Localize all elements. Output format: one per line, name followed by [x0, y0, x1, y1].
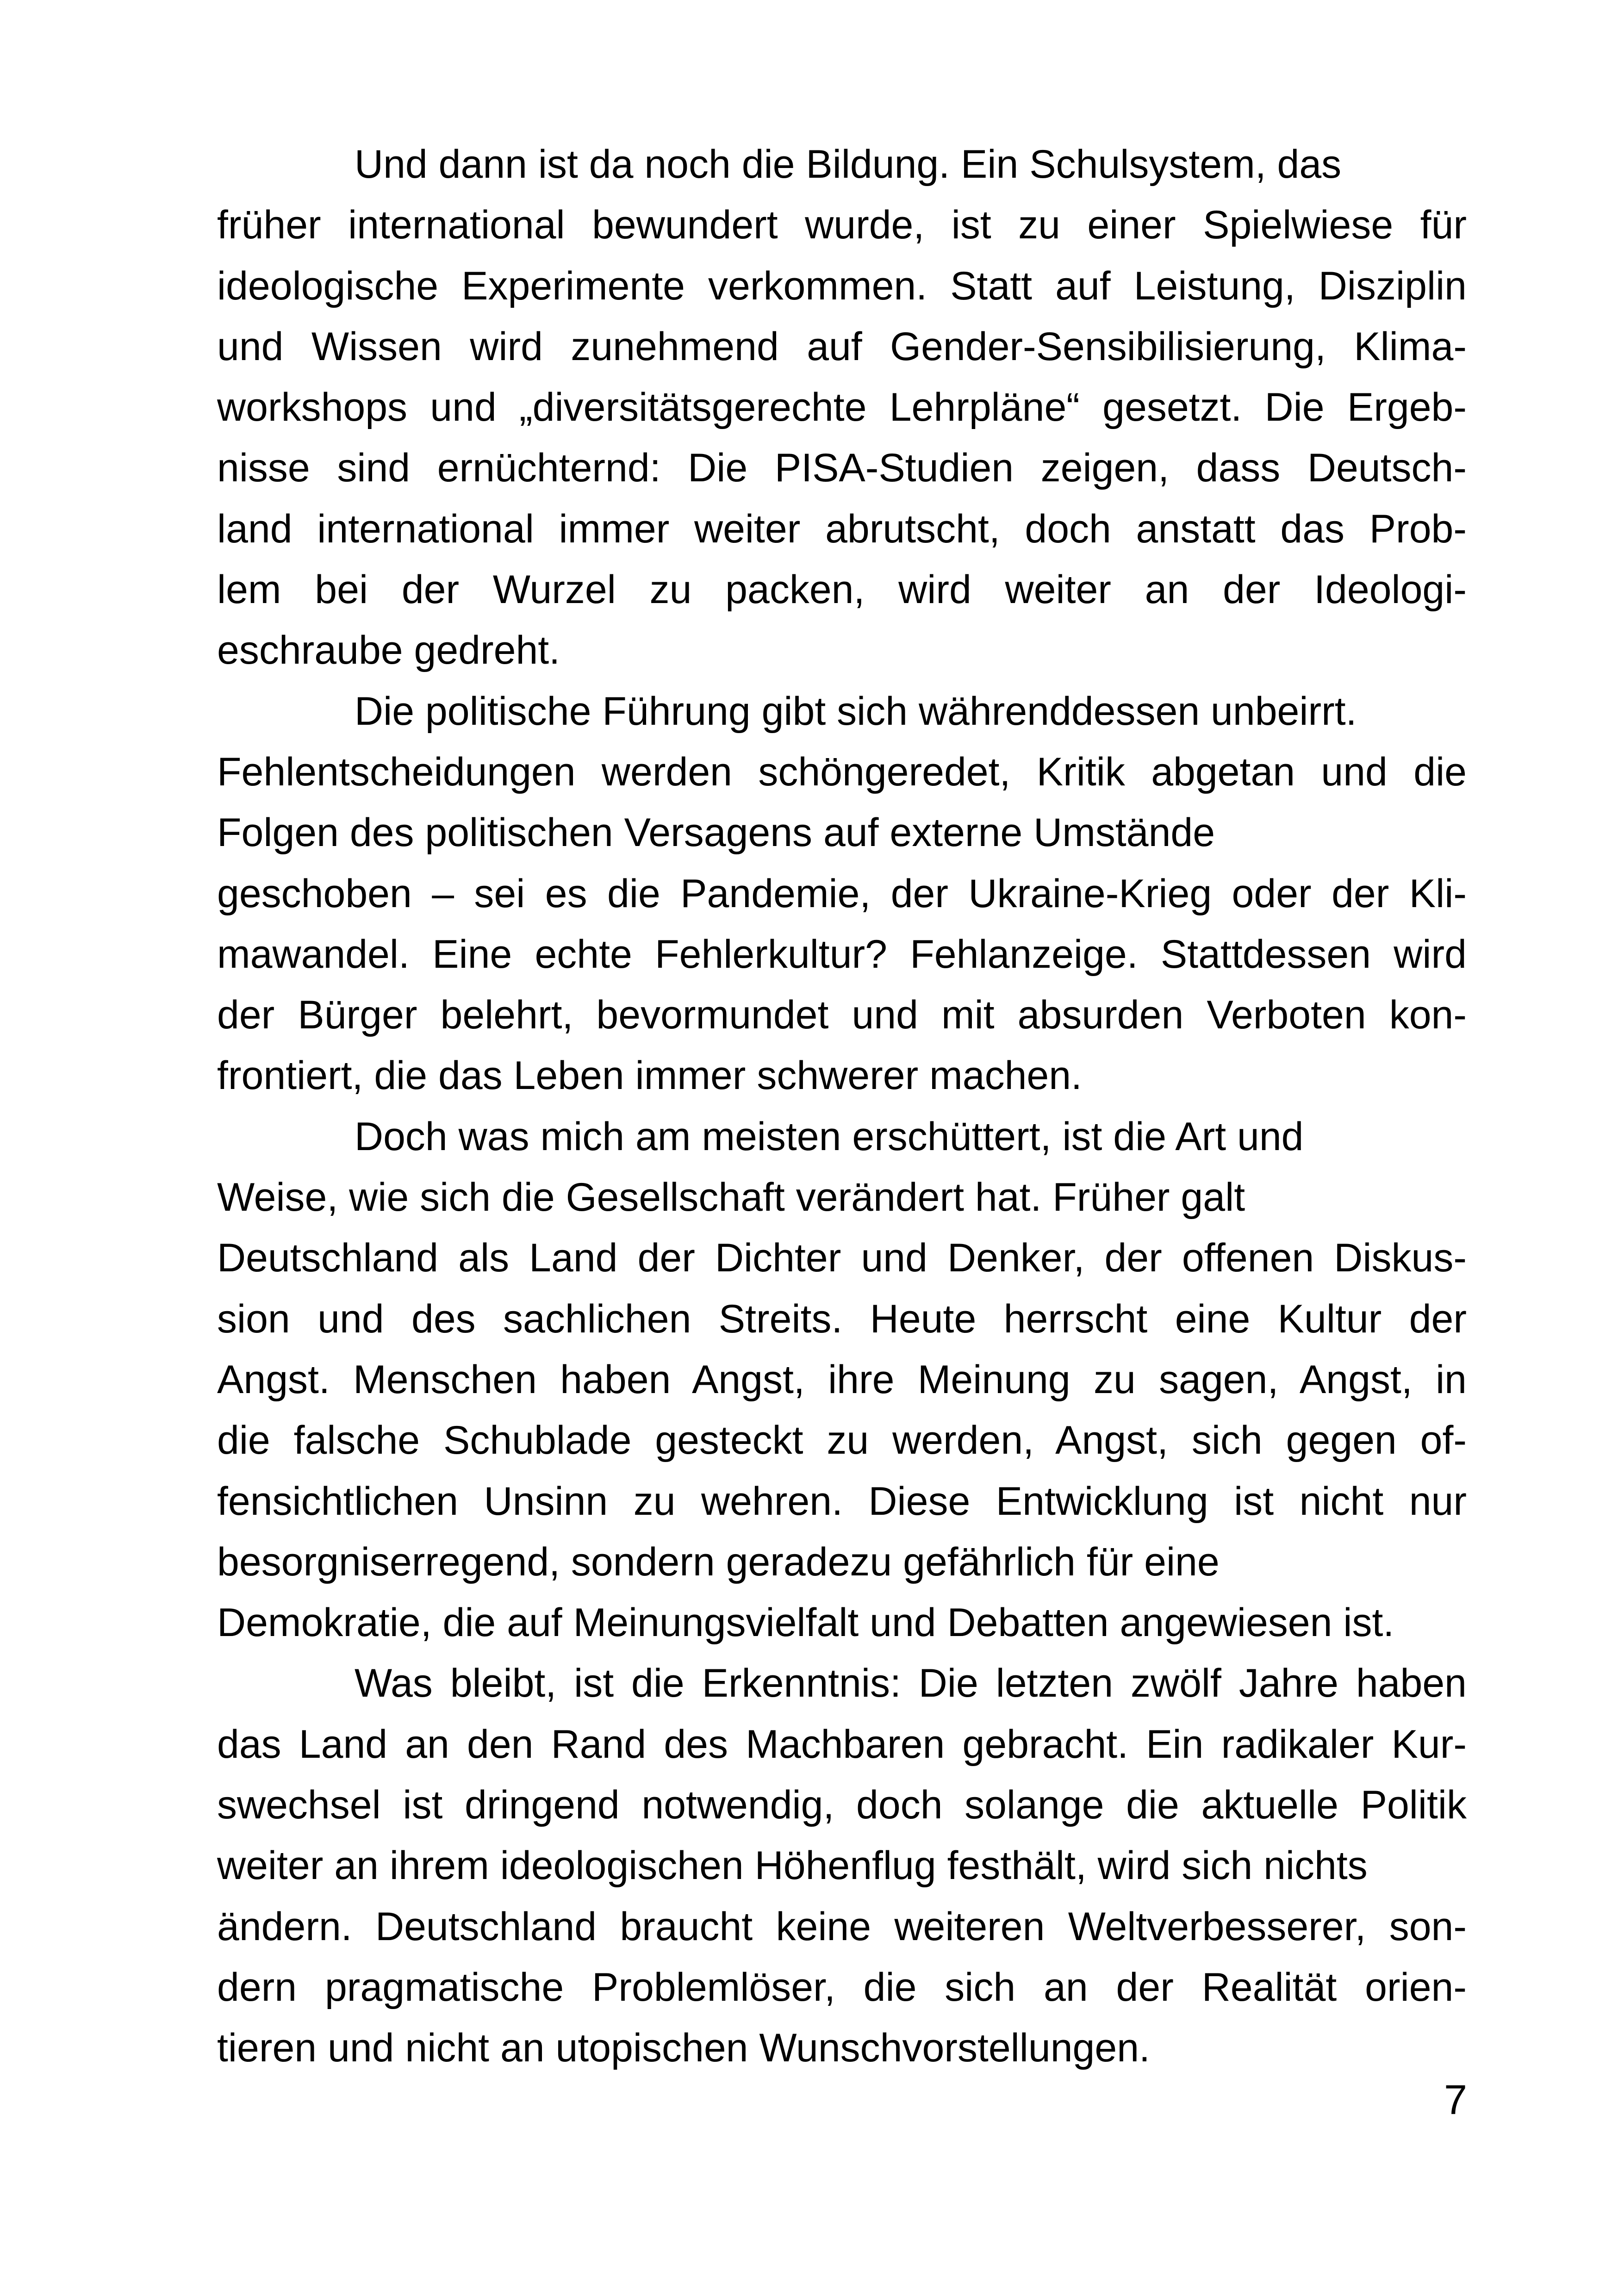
text-line: geschoben – sei es die Pandemie, der Ukraine-Krieg oder der Kli-: [217, 871, 1467, 916]
text-line: nisse sind ernüchternd: Die PISA-Studien zeigen, dass Deutsch-: [217, 446, 1467, 491]
text-line: swechsel ist dringend notwendig, doch solange die aktuelle Politik: [217, 1783, 1467, 1828]
body-text: [217, 134, 1467, 2079]
text-line: land international immer weiter abrutscht, doch anstatt das Prob-: [217, 506, 1467, 551]
text-line: der Bürger belehrt, bevormundet und mit absurden Verboten kon-: [217, 993, 1467, 1038]
text-line: Folgen des politischen Versagens auf externe Umstände: [217, 810, 1215, 855]
text-line: Deutschland als Land der Dichter und Denker, der offenen Diskus-: [217, 1236, 1467, 1281]
text-line: frontiert, die das Leben immer schwerer machen.: [217, 1053, 1082, 1098]
text-line: besorgniserregend, sondern geradezu gefährlich für eine: [217, 1539, 1220, 1584]
paragraph-political-leadership: [217, 681, 1467, 1107]
paragraph-society: [217, 1107, 1467, 1654]
text-line: fensichtlichen Unsinn zu wehren. Diese Entwicklung ist nicht nur: [217, 1479, 1467, 1524]
text-line: Fehlentscheidungen werden schöngeredet, Kritik abgetan und die: [217, 749, 1467, 794]
text-line: Die politische Führung gibt sich währenddessen unbeirrt.: [355, 689, 1357, 734]
text-line: ändern. Deutschland braucht keine weiteren Weltverbesserer, son-: [217, 1904, 1467, 1949]
text-line: Weise, wie sich die Gesellschaft verändert hat. Früher galt: [217, 1175, 1245, 1220]
text-line: Demokratie, die auf Meinungsvielfalt und Debatten angewiesen ist.: [217, 1600, 1394, 1645]
page-number: 7: [1444, 2077, 1467, 2123]
text-line: das Land an den Rand des Machbaren gebracht. Ein radikaler Kur-: [217, 1722, 1467, 1767]
text-line: Was bleibt, ist die Erkenntnis: Die letzten zwölf Jahre haben: [355, 1661, 1467, 1706]
text-line: Doch was mich am meisten erschüttert, ist die Art und: [355, 1114, 1304, 1159]
text-line: Angst. Menschen haben Angst, ihre Meinung zu sagen, Angst, in: [217, 1357, 1467, 1402]
text-line: früher international bewundert wurde, ist zu einer Spielwiese für: [217, 203, 1467, 248]
text-line: ideologische Experimente verkommen. Statt auf Leistung, Disziplin: [217, 263, 1467, 308]
text-line: eschraube gedreht.: [217, 628, 560, 673]
text-line: sion und des sachlichen Streits. Heute herrscht eine Kultur der: [217, 1296, 1467, 1341]
paragraph-conclusion: [217, 1653, 1467, 2078]
text-line: weiter an ihrem ideologischen Höhenflug festhält, wird sich nichts: [217, 1843, 1368, 1888]
paragraph-education: [217, 134, 1467, 681]
text-line: Und dann ist da noch die Bildung. Ein Schulsystem, das: [355, 142, 1342, 187]
text-line: die falsche Schublade gesteckt zu werden, Angst, sich gegen of-: [217, 1418, 1467, 1463]
text-line: mawandel. Eine echte Fehlerkultur? Fehlanzeige. Stattdessen wird: [217, 932, 1467, 977]
text-line: und Wissen wird zunehmend auf Gender-Sensibilisierung, Klima-: [217, 324, 1467, 369]
text-line: dern pragmatische Problemlöser, die sich an der Realität orien-: [217, 1965, 1467, 2010]
text-line: workshops und „diversitätsgerechte Lehrpläne“ gesetzt. Die Ergeb-: [217, 385, 1467, 430]
text-line: tieren und nicht an utopischen Wunschvorstellungen.: [217, 2026, 1150, 2071]
text-line: lem bei der Wurzel zu packen, wird weiter an der Ideologi-: [217, 567, 1467, 612]
